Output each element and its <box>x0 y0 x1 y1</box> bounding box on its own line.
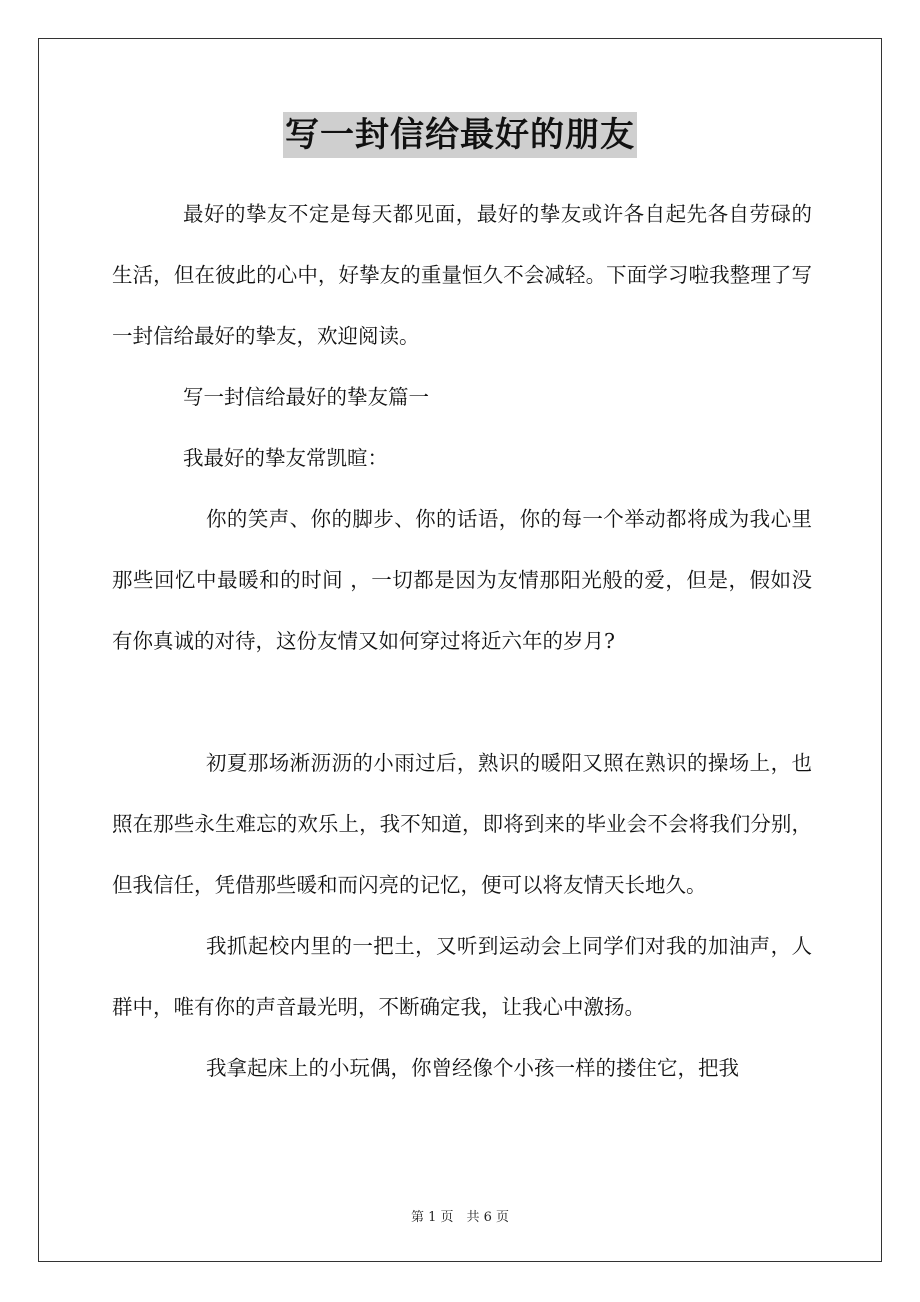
paragraph: 我拿起床上的小玩偶，你曾经像个小孩一样的搂住它，把我 <box>206 1056 739 1080</box>
document-body <box>112 184 812 1099</box>
letter-salutation: 我最好的挚友常凯暄： <box>183 446 388 470</box>
page-number: 第 1 页 共 6 页 <box>410 1210 510 1225</box>
section-heading: 写一封信给最好的挚友篇一 <box>183 385 429 409</box>
paragraph: 初夏那场淅沥沥的小雨过后，熟识的暖阳又照在熟识的操场上，也照在那些永生难忘的欢乐上，我不知道，即将到来的毕业会不会将我们分别，但我信任，凭借那些暖和而闪亮的记忆，便可以将友情天长地久。 <box>112 751 812 897</box>
title-container <box>0 112 920 158</box>
page-footer <box>0 1206 920 1225</box>
blank-line <box>112 672 812 733</box>
document-title: 写一封信给最好的朋友 <box>283 112 637 158</box>
paragraph: 你的笑声、你的脚步、你的话语，你的每一个举动都将成为我心里那些回忆中最暖和的时间 ，一切都是因为友情那阳光般的爱，但是，假如没有你真诚的对待，这份友情又如何穿过将近六年的岁月? <box>112 507 812 653</box>
paragraph-intro: 最好的挚友不定是每天都见面，最好的挚友或许各自起先各自劳碌的生活，但在彼此的心中，好挚友的重量恒久不会减轻。下面学习啦我整理了写一封信给最好的挚友，欢迎阅读。 <box>112 202 812 348</box>
paragraph: 我抓起校内里的一把土，又听到运动会上同学们对我的加油声，人群中，唯有你的声音最光明，不断确定我，让我心中激扬。 <box>112 934 812 1019</box>
